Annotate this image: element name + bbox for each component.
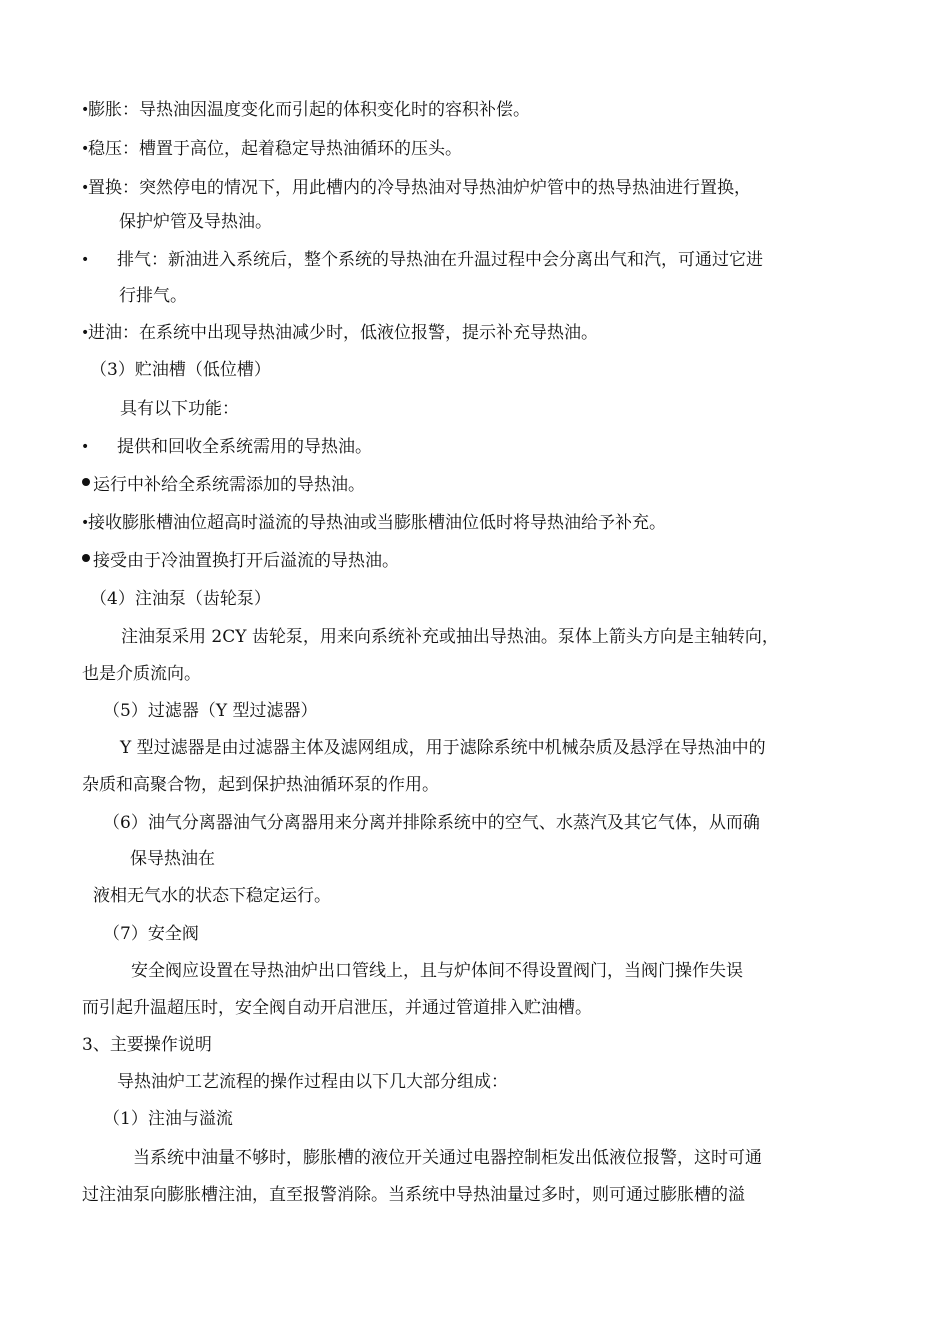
text-line: 注油泵采用 2CY 齿轮泵，用来向系统补充或抽出导热油。泵体上箭头方向是主轴转向，: [121, 627, 779, 647]
section-heading: （5）过滤器（Y 型过滤器）: [103, 701, 318, 721]
text-line: 而引起升温超压时，安全阀自动开启泄压，并通过管道排入贮油槽。: [82, 998, 592, 1018]
section-heading: （7）安全阀: [103, 924, 199, 944]
text-line: 稳压：槽置于高位，起着稳定导热油循环的压头。: [88, 139, 462, 159]
text-line: 液相无气水的状态下稳定运行。: [93, 886, 331, 906]
bullet-marker: •: [81, 252, 90, 268]
section-heading: （6）油气分离器油气分离器用来分离并排除系统中的空气、水蒸汽及其它气体，从而确: [103, 813, 760, 833]
text-line: 运行中补给全系统需添加的导热油。: [93, 475, 365, 495]
text-line: 置换：突然停电的情况下，用此槽内的冷导热油对导热油炉炉管中的热导热油进行置换，: [88, 178, 751, 198]
text-line: 行排气。: [119, 286, 187, 306]
text-line: 接收膨胀槽油位超高时溢流的导热油或当膨胀槽油位低时将导热油给予补充。: [88, 513, 666, 533]
text-line: 安全阀应设置在导热油炉出口管线上，且与炉体间不得设置阀门，当阀门操作失误: [131, 961, 743, 981]
bullet-dot-icon: [82, 478, 90, 486]
text-line: 当系统中油量不够时，膨胀槽的液位开关通过电器控制柜发出低液位报警，这时可通: [133, 1148, 762, 1168]
text-line: 提供和回收全系统需用的导热油。: [117, 437, 372, 457]
text-line: 杂质和高聚合物，起到保护热油循环泵的作用。: [82, 775, 439, 795]
text-line: 接受由于冷油置换打开后溢流的导热油。: [93, 551, 399, 571]
section-heading: （1）注油与溢流: [103, 1109, 233, 1129]
bullet-marker: •: [81, 439, 90, 455]
bullet-marker: •: [81, 180, 90, 196]
text-line: 导热油炉工艺流程的操作过程由以下几大部分组成：: [117, 1072, 508, 1092]
bullet-dot-icon: [82, 554, 90, 562]
section-heading: （4）注油泵（齿轮泵）: [90, 589, 271, 609]
bullet-marker: •: [81, 515, 90, 531]
text-line: 具有以下功能：: [120, 399, 239, 419]
bullet-marker: •: [81, 141, 90, 157]
text-line: 排气：新油进入系统后，整个系统的导热油在升温过程中会分离出气和汽，可通过它进: [117, 250, 763, 270]
text-line: 进油：在系统中出现导热油减少时，低液位报警，提示补充导热油。: [88, 323, 598, 343]
text-line: 保护炉管及导热油。: [119, 212, 272, 232]
bullet-marker: •: [81, 102, 90, 118]
text-line: 膨胀：导热油因温度变化而引起的体积变化时的容积补偿。: [88, 100, 530, 120]
text-line: 也是介质流向。: [82, 664, 201, 684]
bullet-marker: •: [81, 325, 90, 341]
text-line: Y 型过滤器是由过滤器主体及滤网组成，用于滤除系统中机械杂质及悬浮在导热油中的: [120, 738, 766, 758]
text-line: 过注油泵向膨胀槽注油，直至报警消除。当系统中导热油量过多时，则可通过膨胀槽的溢: [82, 1185, 745, 1205]
section-heading: （3）贮油槽（低位槽）: [90, 360, 271, 380]
text-line: 保导热油在: [130, 849, 215, 869]
section-heading: 3、主要操作说明: [82, 1035, 212, 1055]
